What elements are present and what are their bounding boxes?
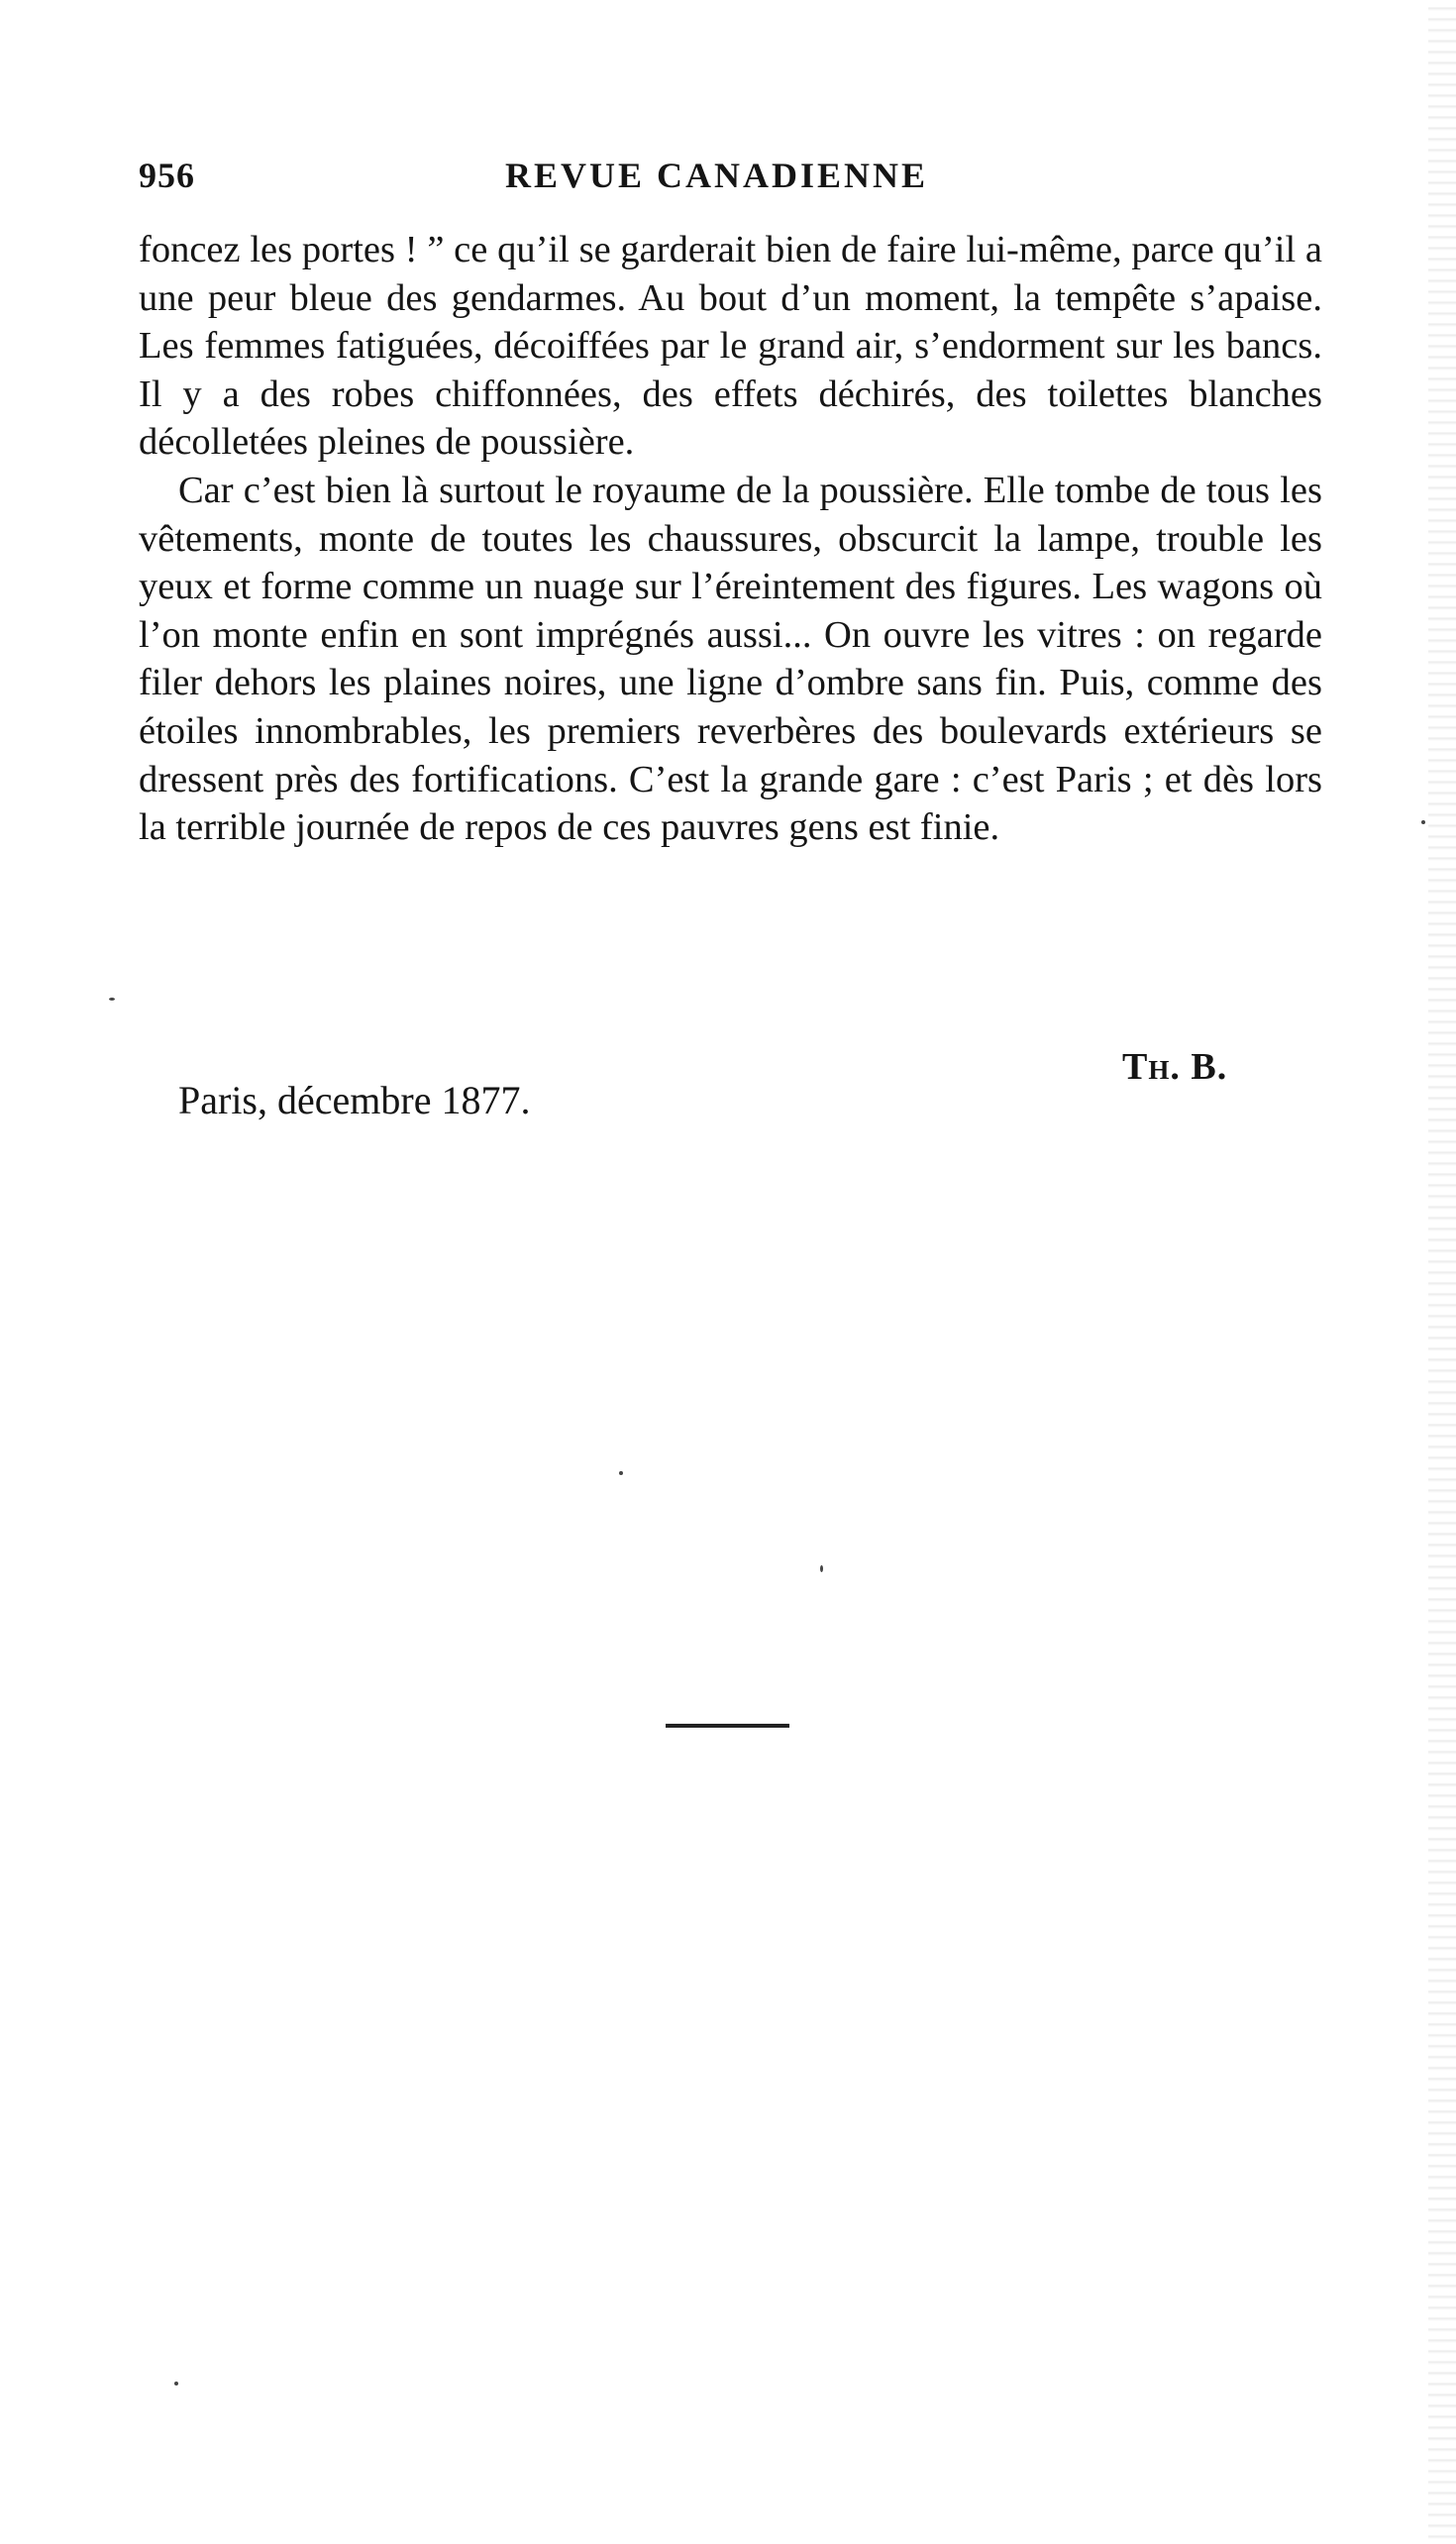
paragraph-continued: foncez les portes ! ” ce qu’il se garderait bien de faire lui-même, parce qu’il a une peur bleue des gendarmes. Au bout d’un moment, la tempête s’apaise. Les femmes fatiguées, décoiffées par le grand air, s’endorment sur les bancs. Il y a des robes chiffonnées, des effets déchirés, des toilettes blanches décolletées pleines de poussière. [139,229,1322,464]
section-end-rule [666,1724,789,1728]
running-head: REVUE CANADIENNE [505,156,929,195]
author-signature: Th. B. [1122,1046,1228,1088]
page-number: 956 [139,156,195,195]
dateline: Paris, décembre 1877. [178,1078,531,1122]
paper-speck [174,2382,178,2385]
paper-speck [820,1565,823,1572]
page-edge-texture [1428,0,1456,2544]
paper-speck [109,998,115,1001]
page-header [139,149,1322,208]
body-text [139,226,1322,852]
paragraph: Car c’est bien là surtout le royaume de la poussière. Elle tombe de tous les vêtements, monte de toutes les chaussures, obscurcit la lampe, trouble les yeux et forme comme un nuage sur l’éreintement des figures. Les wagons où l’on monte enfin en sont imprégnés aussi... On ouvre les vitres : on regarde filer dehors les plaines noires, une ligne d’ombre sans fin. Puis, comme des étoiles innombrables, les premiers reverbères des boulevards extérieurs se dressent près des fortifications. C’est la grande gare : c’est Paris ; et dès lors la terrible journée de repos de ces pauvres gens est finie. [139,469,1322,849]
paper-speck [1421,820,1425,824]
paper-speck [619,1471,623,1475]
